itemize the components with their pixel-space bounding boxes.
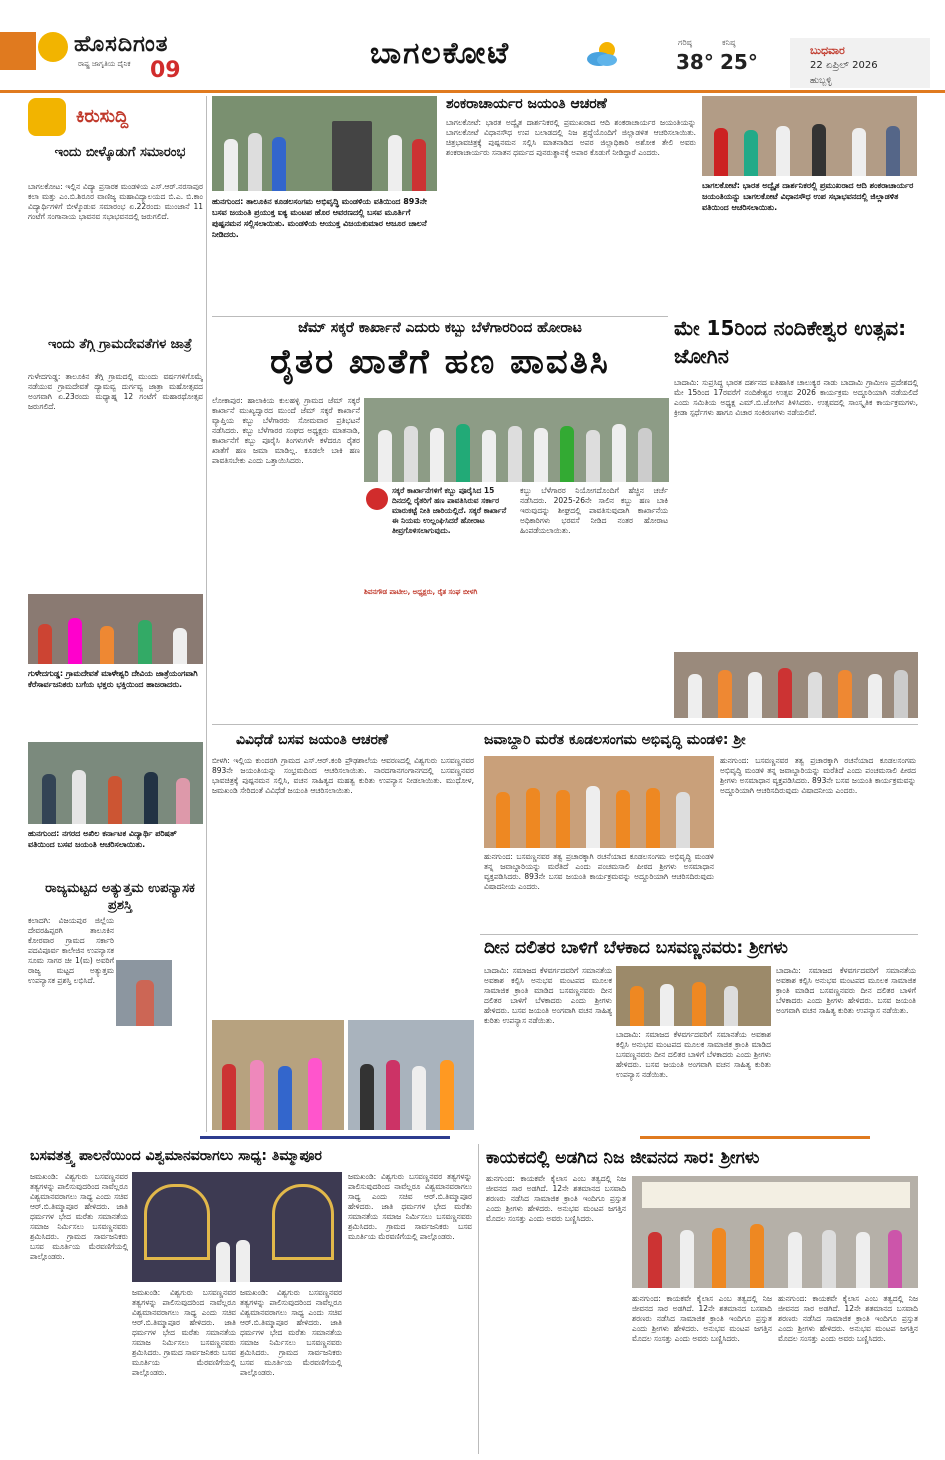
basava-jayanti-text: ಬೀಳಗಿ: ಇಲ್ಲಿಯ ಕುಂದರಗಿ ಗ್ರಾಮದ ಎಸ್.ಆರ್.ಕಂಠಿ ಪ್ರೌಢಶಾಲೆಯ ಆವರಣದಲ್ಲಿ ವಿಶ್ವಗುರು ಬಸವಣ್ಣನವರ 893ನೇ ಜಯಂತಿಯನ್ನು ಸಂಭ್ರಮದಿಂದ ಆಚರಿಸಲಾಯಿತು. ನಾರದಗಾನಗಂಗಾನಗದಲ್ಲಿ ಬಸವಣ್ಣನವರ ಭಾವಚಿತ್ರಕ್ಕೆ ಪುಷ್ಪನಮನ ಸಲ್ಲಿಸಿ, ವಚನ ಸಾಹಿತ್ಯದ ಮಹತ್ವ ಕುರಿತು ಉಪನ್ಯಾಸ ನೀಡಲಾಯಿತು. ಮುಧೋಳ, ಜಮಖಂಡಿ ಸೇರಿದಂತೆ ವಿವಿಧೆಡೆ ಜಯಂತಿ ಆಚರಿಸಲಾಯಿತು. <box>212 756 474 795</box>
color-rule-orange <box>640 1136 870 1139</box>
main-story-text: ಲೋಕಾಪುರ: ಹಾಲಾಕಿಯ ಕುಲಹಳ್ಳಿ ಗ್ರಾಮದ ಜೆಮ್ ಸಕ್ಕರೆ ಕಾರ್ಖಾನೆ ಮುಖ್ಯದ್ವಾರದ ಮುಂದೆ ಜೆಮ್ ಸಕ್ಕರೆ ಕಾರ್ಖಾನೆ ವ್ಯಾಪ್ತಿಯ ಕಬ್ಬು ಬೆಳೆಗಾರರು ಸೋಮವಾರ ಪ್ರತಿಭಟನೆ ನಡೆಸಿದರು. ಕಬ್ಬು ಬೆಳೆಗಾರರ ಸಂಘದ ಅಧ್ಯಕ್ಷರು ಮಾತನಾಡಿ, ಕಾರ್ಖಾನೆಗೆ ಕಬ್ಬು ಪೂರೈಸಿ ತಿಂಗಳುಗಳೇ ಕಳೆದರೂ ರೈತರ ಖಾತೆಗೆ ಹಣ ಜಮಾ ಮಾಡಿಲ್ಲ. ಕೂಡಲೇ ಬಾಕಿ ಹಣ ಪಾವತಿಸಬೇಕು ಎಂದು ಒತ್ತಾಯಿಸಿದರು. <box>212 396 360 465</box>
thimmapura-stage-photo <box>132 1172 342 1282</box>
pull-quote-text: ಸಕ್ಕರೆ ಕಾರ್ಖಾನೆಗಳಿಗೆ ಕಬ್ಬು ಪೂರೈಸಿದ 15 ದಿನದಲ್ಲಿ ರೈತರಿಗೆ ಹಣ ಪಾವತಿಸಿರುವ ಸರ್ಕಾರ ಮಾರುಕಟ್ಟೆ ನೀತಿ ಜಾರಿಯಲ್ಲಿದೆ. ಸಕ್ಕರೆ ಕಾರ್ಖಾನೆ ಈ ನಿಯಮ ಉಲ್ಲಂಘಿಸಿದರೆ ಹೋರಾಟ ತೀವ್ರಗೊಳಿಸಲಾಗುವುದು. <box>392 486 507 535</box>
date: 22 ಏಪ್ರಿಲ್ 2026 <box>810 60 878 71</box>
dalitara-title: ದೀನ ದಲಿತರ ಬಾಳಿಗೆ ಬೆಳಕಾದ ಬಸವಣ್ಣನವರು: ಶ್ರೀಗಳು <box>484 938 788 958</box>
lamp-icon <box>38 32 68 62</box>
main-kicker: ಜೆಮ್ ಸಕ್ಕರೆ ಕಾರ್ಖಾನೆ ಎದುರು ಕಬ್ಬು ಬೆಳೆಗಾರರಿಂದ ಹೋರಾಟ <box>298 320 582 336</box>
brief-3-title: ರಾಜ್ಯಮಟ್ಟದ ಅತ್ಯುತ್ತಮ ಉಪನ್ಯಾಸಕ ಪ್ರಶಸ್ತಿ <box>45 881 195 913</box>
kayaka-text: ಹುನಗುಂದ: ಕಾಯಕವೇ ಕೈಲಾಸ ಎಂಬ ತತ್ವದಲ್ಲಿ ನಿಜ ಜೀವನದ ಸಾರ ಅಡಗಿದೆ. 12ನೇ ಶತಮಾನದ ಬಸವಾದಿ ಶರಣರು ನಡೆಸಿದ ಸಾಮಾಜಿಕ ಕ್ರಾಂತಿ ಇಂದಿಗೂ ಪ್ರಸ್ತುತ ಎಂದು ಶ್ರೀಗಳು ಹೇಳಿದರು. ಅನುಭವ ಮಂಟಪ ಜಗತ್ತಿನ ಮೊದಲ ಸಂಸತ್ತು ಎಂದು ಅವರು ಬಣ್ಣಿಸಿದರು. <box>486 1174 626 1223</box>
weather-icon <box>585 40 621 68</box>
nandikeshwar-text: ಬಾದಾಮಿ: ಸುಪ್ರಸಿದ್ಧ ಭಾರತ ದರ್ಶನದ ಐತಿಹಾಸಿಕ ಚಾಲುಕ್ಯರ ನಾಡು ಬಾದಾಮಿ ಗ್ರಾಮೀಣ ಪ್ರದೇಶದಲ್ಲಿ ಮೇ 15ರಿಂದ 17ರವರೆಗೆ ನಂದಿಕೇಶ್ವರ ಉತ್ಸವ 2026 ಕಾರ್ಯಕ್ರಮ ಅದ್ದೂರಿಯಾಗಿ ನಡೆಯಲಿದೆ ಎಂದು ಸಮಿತಿಯ ಅಧ್ಯಕ್ಷ ಎಮ್.ಬಿ.ಜೋಗಿನ ತಿಳಿಸಿದರು. ಉತ್ಸವದಲ್ಲಿ ಸಾಂಸ್ಕೃತಿಕ ಕಾರ್ಯಕ್ರಮಗಳು, ಕ್ರೀಡಾ ಸ್ಪರ್ಧೆಗಳು ಹಾಗೂ ವಿಚಾರ ಸಂಕಿರಣಗಳು ನಡೆಯಲಿವೆ. <box>674 378 918 417</box>
brief-1-title: ಇಂದು ಬೀಳ್ಕೊಡುಗೆ ಸಮಾರಂಭ <box>54 145 186 160</box>
nandikeshwar-photo <box>674 652 918 718</box>
brief-1-text: ಬಾಗಲಕೋಟ: ಇಲ್ಲಿನ ವಿದ್ಯಾ ಪ್ರಸಾರಕ ಮಂಡಳಿಯ ಎಸ್.ಆರ್.ನರಸಾಪುರ ಕಲಾ ಮತ್ತು ಎಂ.ಬಿ.ಶಿರೂರ ವಾಣಿಜ್ಯ ಮಹಾವಿದ್ಯಾಲಯದ ಬಿ.ಎ. ಬಿ.ಕಾಂ ವಿದ್ಯಾರ್ಥಿಗಳಿಗೆ ಬೀಳ್ಕೊಡುವ ಸಮಾರಂಭ ಏ.22ರಂದು ಮುಂಜಾನೆ 11 ಗಂಟೆಗೆ ಸಂಗಾನಾಯ ಭಾವನವ ಸಭಾಭವನದಲ್ಲಿ ಜರುಗಲಿದೆ. <box>28 182 203 221</box>
color-rule-blue <box>200 1136 450 1139</box>
dalitara-text-3: ಬಾದಾಮಿ: ಸಮಾಜದ ಕೆಳವರ್ಗದವರಿಗೆ ಸಮಾನತೆಯ ಅವಕಾಶ ಕಲ್ಪಿಸಿ ಅನುಭವ ಮಂಟಪದ ಮೂಲಕ ಸಾಮಾಜಿಕ ಕ್ರಾಂತಿ ಮಾಡಿದ ಬಸವಣ್ಣನವರು ದೀನ ದಲಿತರ ಬಾಳಿಗೆ ಬೆಳಕಾದರು ಎಂದು ಶ್ರೀಗಳು ಹೇಳಿದರು. ಬಸವ ಜಯಂತಿ ಅಂಗವಾಗಿ ವಚನ ಸಾಹಿತ್ಯ ಕುರಿತು ಉಪನ್ಯಾಸ ನಡೆಯಿತು. <box>776 966 916 1015</box>
temperature-box <box>672 38 762 78</box>
shankaracharya-title: ಶಂಕರಾಚಾರ್ಯರ ಜಯಂತಿ ಆಚರಣೆ <box>446 96 607 112</box>
quote-icon <box>366 488 388 510</box>
column-divider <box>478 1144 479 1454</box>
kayaka-title: ಕಾಯಕದಲ್ಲಿ ಅಡಗಿದ ನಿಜ ಜೀವನದ ಸಾರ: ಶ್ರೀಗಳು <box>486 1148 760 1168</box>
main-story-text-2: ಕಬ್ಬು ಬೆಳೆಗಾರರ ನಿಯೋಗದೊಂದಿಗೆ ಹೆಚ್ಚಿನ ಚರ್ಚೆ ನಡೆಸಿದರು. 2025-26ನೇ ಸಾಲಿನ ಕಬ್ಬು ಹಣ ಬಾಕಿ ಇರುವುದನ್ನು ಶೀಘ್ರದಲ್ಲಿ ಪಾವತಿಸುವುದಾಗಿ ಕಾರ್ಖಾನೆಯ ಅಧಿಕಾರಿಗಳು ಭರವಸೆ ನೀಡಿದ ನಂತರ ಹೋರಾಟ ಹಿಂಪಡೆಯಲಾಯಿತು. <box>520 486 668 535</box>
basava-jayanti-title: ವಿವಿಧೆಡೆ ಬಸವ ಜಯಂತಿ ಆಚರಣೆ <box>236 732 389 748</box>
thimmapura-text-2: ಜಮಖಂಡಿ: ವಿಶ್ವಗುರು ಬಸವಣ್ಣನವರ ತತ್ವಗಳನ್ನು ಪಾಲಿಸುವುದರಿಂದ ನಾವೆಲ್ಲರೂ ವಿಶ್ವಮಾನವರಾಗಲು ಸಾಧ್ಯ ಎಂದು ಸಚಿವ ಆರ್.ಬಿ.ತಿಮ್ಮಾಪೂರ ಹೇಳಿದರು. ಜಾತಿ ಧರ್ಮಗಳ ಭೇದ ಮರೆತು ಸಮಾನತೆಯ ಸಮಾಜ ನಿರ್ಮಿಸಲು ಬಸವಣ್ಣನವರು ಶ್ರಮಿಸಿದರು. ಗ್ರಾಮದ ಸಾರ್ವಜನಿಕರು ಬಸವ ಮೂರ್ತಿಯ ಮೆರವಣಿಗೆಯಲ್ಲಿ ಪಾಲ್ಗೊಂಡರು. <box>132 1288 236 1377</box>
page-number: 09 <box>150 58 181 83</box>
kudalasangama-tribute-photo <box>212 96 437 191</box>
kayaka-seminar-photo <box>632 1176 918 1288</box>
temp-max: 38° <box>676 50 714 74</box>
shankaracharya-caption: ಬಾಗಲಕೋಟೆ: ಭಾರತ ಅದ್ವೈತ ದಾರ್ಶನಿಕರಲ್ಲಿ ಪ್ರಮುಖರಾದ ಆದಿ ಶಂಕರಾಚಾರ್ಯರ ಜಯಂತಿಯನ್ನು ಬಾಗಲಕೋಟೆ ವಿಧಾನಸೌಧ ಉಪ ಸಭಾಭವನದಲ್ಲಿ ಜಿಲ್ಲಾಡಳಿತ ವತಿಯಿಂದ ಆಚರಿಸಲಾಯಿತು. <box>702 181 914 212</box>
temp-max-label: ಗರಿಷ್ಠ <box>678 38 692 47</box>
kudalasangama-text: ಹುನಗುಂದ: ಬಸವಣ್ಣನವರ ತತ್ವ ಪ್ರಚಾರಕ್ಕಾಗಿ ರಚನೆಯಾದ ಕೂಡಲಸಂಗಮ ಅಭಿವೃದ್ಧಿ ಮಂಡಳಿ ತನ್ನ ಜವಾಬ್ದಾರಿಯನ್ನು ಮರೆತಿದೆ ಎಂದು ಪಂಚಮಸಾಲಿ ಪೀಠದ ಶ್ರೀಗಳು ಅಸಮಾಧಾನ ವ್ಯಕ್ತಪಡಿಸಿದರು. 893ನೇ ಬಸವ ಜಯಂತಿ ಕಾರ್ಯಕ್ರಮವನ್ನು ಅದ್ದೂರಿಯಾಗಿ ಆಚರಿಸದಿರುವುದು ವಿಷಾದನೀಯ ಎಂದರು. <box>484 852 714 891</box>
section-rule <box>480 934 918 935</box>
kiru-suddi-header <box>28 98 198 146</box>
shankaracharya-photo <box>702 96 917 176</box>
brief-2-title: ಇಂದು ತೆಗ್ಗಿ ಗ್ರಾಮದೇವತೆಗಳ ಜಾತ್ರೆ <box>48 337 192 352</box>
city-title: ಬಾಗಲಕೋಟೆ <box>370 36 511 71</box>
brief-3-text: ಕಲಾದಗಿ: ವಿಜಯಪುರ ಜಿಲ್ಲೆಯ ದೇವರಹಿಪ್ಪರಗಿ ತಾಲೂಕಿನ ಕೋರವಾರ ಗ್ರಾಮದ ಸರ್ಕಾರಿ ಪದವಿಪೂರ್ವ ಕಾಲೇಜಿನ ಉಪನ್ಯಾಸಕ ಸೂಮ ಸಾಗರ ಚೀ 1(ಮ) ಅವರಿಗೆ ರಾಜ್ಯ ಮಟ್ಟದ ಅತ್ಯುತ್ತಮ ಉಪನ್ಯಾಸಕ ಪ್ರಶಸ್ತಿ ಲಭಿಸಿದೆ. <box>28 916 114 985</box>
paper-name: ಹೊಸದಿಗಂತ <box>74 32 169 57</box>
edition: ಹುಬ್ಬಳ್ಳಿ <box>810 76 832 86</box>
paper-logo[interactable] <box>38 30 228 82</box>
basava-jayanti-students-photo <box>28 742 203 824</box>
thimmapura-title: ಬಸವತತ್ತ್ವ ಪಾಲನೆಯಿಂದ ವಿಶ್ವಮಾನವರಾಗಲು ಸಾಧ್ಯ: ತಿಮ್ಮಾಪೂರ <box>30 1148 322 1164</box>
thimmapura-text-4: ಜಮಖಂಡಿ: ವಿಶ್ವಗುರು ಬಸವಣ್ಣನವರ ತತ್ವಗಳನ್ನು ಪಾಲಿಸುವುದರಿಂದ ನಾವೆಲ್ಲರೂ ವಿಶ್ವಮಾನವರಾಗಲು ಸಾಧ್ಯ ಎಂದು ಸಚಿವ ಆರ್.ಬಿ.ತಿಮ್ಮಾಪೂರ ಹೇಳಿದರು. ಜಾತಿ ಧರ್ಮಗಳ ಭೇದ ಮರೆತು ಸಮಾನತೆಯ ಸಮಾಜ ನಿರ್ಮಿಸಲು ಬಸವಣ್ಣನವರು ಶ್ರಮಿಸಿದರು. ಗ್ರಾಮದ ಸಾರ್ವಜನಿಕರು ಬಸವ ಮೂರ್ತಿಯ ಮೆರವಣಿಗೆಯಲ್ಲಿ ಪಾಲ್ಗೊಂಡರು. <box>348 1172 472 1241</box>
dalitara-text-2: ಬಾದಾಮಿ: ಸಮಾಜದ ಕೆಳವರ್ಗದವರಿಗೆ ಸಮಾನತೆಯ ಅವಕಾಶ ಕಲ್ಪಿಸಿ ಅನುಭವ ಮಂಟಪದ ಮೂಲಕ ಸಾಮಾಜಿಕ ಕ್ರಾಂತಿ ಮಾಡಿದ ಬಸವಣ್ಣನವರು ದೀನ ದಲಿತರ ಬಾಳಿಗೆ ಬೆಳಕಾದರು ಎಂದು ಶ್ರೀಗಳು ಹೇಳಿದರು. ಬಸವ ಜಯಂತಿ ಅಂಗವಾಗಿ ವಚನ ಸಾಹಿತ್ಯ ಕುರಿತು ಉಪನ್ಯಾಸ ನಡೆಯಿತು. <box>616 1030 771 1079</box>
nandikeshwar-title: ಮೇ 15ರಿಂದ ನಂದಿಕೇಶ್ವರ ಉತ್ಸವ: ಜೋಗಿನ <box>674 316 907 368</box>
kayaka-text-2: ಹುನಗುಂದ: ಕಾಯಕವೇ ಕೈಲಾಸ ಎಂಬ ತತ್ವದಲ್ಲಿ ನಿಜ ಜೀವನದ ಸಾರ ಅಡಗಿದೆ. 12ನೇ ಶತಮಾನದ ಬಸವಾದಿ ಶರಣರು ನಡೆಸಿದ ಸಾಮಾಜಿಕ ಕ್ರಾಂತಿ ಇಂದಿಗೂ ಪ್ರಸ್ತುತ ಎಂದು ಶ್ರೀಗಳು ಹೇಳಿದರು. ಅನುಭವ ಮಂಟಪ ಜಗತ್ತಿನ ಮೊದಲ ಸಂಸತ್ತು ಎಂದು ಅವರು ಬಣ್ಣಿಸಿದರು. <box>632 1294 772 1343</box>
weekday: ಬುಧವಾರ <box>810 44 845 57</box>
thimmapura-text-3: ಜಮಖಂಡಿ: ವಿಶ್ವಗುರು ಬಸವಣ್ಣನವರ ತತ್ವಗಳನ್ನು ಪಾಲಿಸುವುದರಿಂದ ನಾವೆಲ್ಲರೂ ವಿಶ್ವಮಾನವರಾಗಲು ಸಾಧ್ಯ ಎಂದು ಸಚಿವ ಆರ್.ಬಿ.ತಿಮ್ಮಾಪೂರ ಹೇಳಿದರು. ಜಾತಿ ಧರ್ಮಗಳ ಭೇದ ಮರೆತು ಸಮಾನತೆಯ ಸಮಾಜ ನಿರ್ಮಿಸಲು ಬಸವಣ್ಣನವರು ಶ್ರಮಿಸಿದರು. ಗ್ರಾಮದ ಸಾರ್ವಜನಿಕರು ಬಸವ ಮೂರ್ತಿಯ ಮೆರವಣಿಗೆಯಲ್ಲಿ ಪಾಲ್ಗೊಂಡರು. <box>240 1288 342 1377</box>
temp-min: 25° <box>720 50 758 74</box>
paper-tagline: ರಾಷ್ಟ್ರ ಜಾಗೃತಿಯ ದೈನಿಕ <box>78 60 131 68</box>
farmers-protest-photo <box>364 398 669 482</box>
basava-jayanti-photo-2 <box>348 1020 474 1130</box>
section-rule <box>212 724 918 725</box>
column-divider <box>206 96 207 1132</box>
thimmapura-text: ಜಮಖಂಡಿ: ವಿಶ್ವಗುರು ಬಸವಣ್ಣನವರ ತತ್ವಗಳನ್ನು ಪಾಲಿಸುವುದರಿಂದ ನಾವೆಲ್ಲರೂ ವಿಶ್ವಮಾನವರಾಗಲು ಸಾಧ್ಯ ಎಂದು ಸಚಿವ ಆರ್.ಬಿ.ತಿಮ್ಮಾಪೂರ ಹೇಳಿದರು. ಜಾತಿ ಧರ್ಮಗಳ ಭೇದ ಮರೆತು ಸಮಾನತೆಯ ಸಮಾಜ ನಿರ್ಮಿಸಲು ಬಸವಣ್ಣನವರು ಶ್ರಮಿಸಿದರು. ಗ್ರಾಮದ ಸಾರ್ವಜನಿಕರು ಬಸವ ಮೂರ್ತಿಯ ಮೆರವಣಿಗೆಯಲ್ಲಿ ಪಾಲ್ಗೊಂಡರು. <box>30 1172 128 1261</box>
basava-students-caption: ಹುನಗುಂದ: ನಗರದ ಅಖಿಲ ಕರ್ನಾಟಕ ವಿದ್ಯಾರ್ಥಿ ಪರಿಷತ್ ವತಿಯಿಂದ ಬಸವ ಜಯಂತಿ ಆಚರಿಸಲಾಯಿತು. <box>28 829 177 849</box>
masthead-accent-bar <box>0 32 36 70</box>
shankaracharya-text: ಬಾಗಲಕೋಟೆ: ಭಾರತ ಅದ್ವೈತ ದಾರ್ಶನಿಕರಲ್ಲಿ ಪ್ರಮುಖರಾದ ಆದಿ ಶಂಕರಾಚಾರ್ಯರ ಜಯಂತಿಯನ್ನು ಬಾಗಲಕೋಟೆ ವಿಧಾನಸೌಧ ಉಪ ಬಲಾಡದಲ್ಲಿ ನಿಜ ಶ್ರದ್ಧೆಯೊಂದಿಗೆ ಜಿಲ್ಲಾಡಳಿತ ಆಚರಿಸಲಾಯಿತು. ಚಿತ್ರಭಾವಚಿತ್ರಕ್ಕೆ ಪುಷ್ಪನಮನ ಸಲ್ಲಿಸಿ ಮಾತನಾಡಿದ ಅಪರ ಜಿಲ್ಲಾಧಿಕಾರಿ ಅಶೋಕ ತೇಲಿ ಅವರು ಶಂಕರಾಚಾರ್ಯರು ಸನಾತನ ಧರ್ಮದ ಪುನರುತ್ಥಾನಕ್ಕೆ ಅಪಾರ ಕೊಡುಗೆ ನೀಡಿದ್ದಾರೆ ಎಂದರು. <box>446 118 696 157</box>
brief-2-text: ಗುಳೇದಗುಡ್ಡ: ತಾಲೂಕಿನ ತೆಗ್ಗಿ ಗ್ರಾಮದಲ್ಲಿ ಮುಂದು ವರ್ಷಗಳಿಗೊಮ್ಮೆ ನಡೆಯುವ ಗ್ರಾಮದೇವತೆ ದ್ಯಾಮವ್ವ ದುರ್ಗವ್ವ ಜಾತ್ರಾ ಮಹೋತ್ಸವದ ಅಂಗವಾಗಿ ಏ.23ರಂದು ಮಧ್ಯಾಹ್ನ 12 ಗಂಟೆಗೆ ಮಹಾರಥೋತ್ಸವ ಜರುಗಲಿದೆ. <box>28 372 203 411</box>
date-box <box>790 38 930 88</box>
kudalasangama-text-2: ಹುನಗುಂದ: ಬಸವಣ್ಣನವರ ತತ್ವ ಪ್ರಚಾರಕ್ಕಾಗಿ ರಚನೆಯಾದ ಕೂಡಲಸಂಗಮ ಅಭಿವೃದ್ಧಿ ಮಂಡಳಿ ತನ್ನ ಜವಾಬ್ದಾರಿಯನ್ನು ಮರೆತಿದೆ ಎಂದು ಪಂಚಮಸಾಲಿ ಪೀಠದ ಶ್ರೀಗಳು ಅಸಮಾಧಾನ ವ್ಯಕ್ತಪಡಿಸಿದರು. 893ನೇ ಬಸವ ಜಯಂತಿ ಕಾರ್ಯಕ್ರಮವನ್ನು ಅದ್ದೂರಿಯಾಗಿ ಆಚರಿಸದಿರುವುದು ವಿಷಾದನೀಯ ಎಂದರು. <box>720 756 916 795</box>
kayaka-text-3: ಹುನಗುಂದ: ಕಾಯಕವೇ ಕೈಲಾಸ ಎಂಬ ತತ್ವದಲ್ಲಿ ನಿಜ ಜೀವನದ ಸಾರ ಅಡಗಿದೆ. 12ನೇ ಶತಮಾನದ ಬಸವಾದಿ ಶರಣರು ನಡೆಸಿದ ಸಾಮಾಜಿಕ ಕ್ರಾಂತಿ ಇಂದಿಗೂ ಪ್ರಸ್ತುತ ಎಂದು ಶ್ರೀಗಳು ಹೇಳಿದರು. ಅನುಭವ ಮಂಟಪ ಜಗತ್ತಿನ ಮೊದಲ ಸಂಸತ್ತು ಎಂದು ಅವರು ಬಣ್ಣಿಸಿದರು. <box>778 1294 918 1343</box>
kudalasangama-title: ಜವಾಬ್ದಾರಿ ಮರೆತ ಕೂಡಲಸಂಗಮ ಅಭಿವೃದ್ಧಿ ಮಂಡಳಿ: ಶ್ರೀ <box>484 732 746 748</box>
pull-quote <box>364 486 514 598</box>
main-headline: ರೈತರ ಖಾತೆಗೆ ಹಣ ಪಾವತಿಸಿ <box>270 342 610 382</box>
masthead <box>0 0 945 93</box>
pull-quote-author: ಶಿವನಗೌಡ ಪಾಟೀಲ, ಅಧ್ಯಕ್ಷರು, ರೈತ ಸಂಘ ಬೀಳಗಿ <box>364 588 478 596</box>
hand-icon <box>28 98 66 136</box>
dalitara-text: ಬಾದಾಮಿ: ಸಮಾಜದ ಕೆಳವರ್ಗದವರಿಗೆ ಸಮಾನತೆಯ ಅವಕಾಶ ಕಲ್ಪಿಸಿ ಅನುಭವ ಮಂಟಪದ ಮೂಲಕ ಸಾಮಾಜಿಕ ಕ್ರಾಂತಿ ಮಾಡಿದ ಬಸವಣ್ಣನವರು ದೀನ ದಲಿತರ ಬಾಳಿಗೆ ಬೆಳಕಾದರು ಎಂದು ಶ್ರೀಗಳು ಹೇಳಿದರು. ಬಸವ ಜಯಂತಿ ಅಂಗವಾಗಿ ವಚನ ಸಾಹಿತ್ಯ ಕುರಿತು ಉಪನ್ಯಾಸ ನಡೆಯಿತು. <box>484 966 612 1025</box>
kudalasangama-tribute-caption: ಹುನಗುಂದ: ತಾಲೂಕಿನ ಕೂಡಲಸಂಗಮ ಅಭಿವೃದ್ಧಿ ಮಂಡಳಿಯ ವತಿಯಿಂದ 893ನೇ ಬಸವ ಜಯಂತಿ ಪ್ರಯುಕ್ತ ಐಕ್ಯ ಮಂಟಪ ಹೊರ ಆವರಣದಲ್ಲಿ ಬಸವ ಮೂರ್ತಿಗೆ ಪುಷ್ಪನಮನ ಸಲ್ಲಿಸಲಾಯಿತು. ಮಂಡಳಿಯ ಆಯುಕ್ತ ವಿಜಯಕುಮಾರ ಆಜೂರ ಚಾಲನೆ ನೀಡಿದರು. <box>212 197 427 239</box>
temple-fair-caption: ಗುಳೇದಗುಡ್ಡ: ಗ್ರಾಮದೇವತೆ ಮಾಳೇಶ್ವರಿ ದೇವಿಯ ಜಾತ್ರೆಯಂಗವಾಗಿ ಕೆರೆಸಾರ್ವಜನಿಕರು ಬಗೆಯ ಭಕ್ತರು ಭಕ್ತಿಯಿಂದ ಹಾಜರಾದರು. <box>28 669 198 689</box>
kudalasangama-photo <box>484 756 714 848</box>
temp-min-label: ಕನಿಷ್ಠ <box>722 38 736 47</box>
temple-fair-photo <box>28 594 203 664</box>
basava-jayanti-photo-1 <box>212 1020 344 1130</box>
kiru-suddi-label: ಕಿರುಸುದ್ದಿ <box>76 106 129 127</box>
lecturer-portrait-photo <box>116 960 172 1026</box>
section-rule <box>212 316 668 317</box>
dalitara-photo <box>616 966 771 1026</box>
